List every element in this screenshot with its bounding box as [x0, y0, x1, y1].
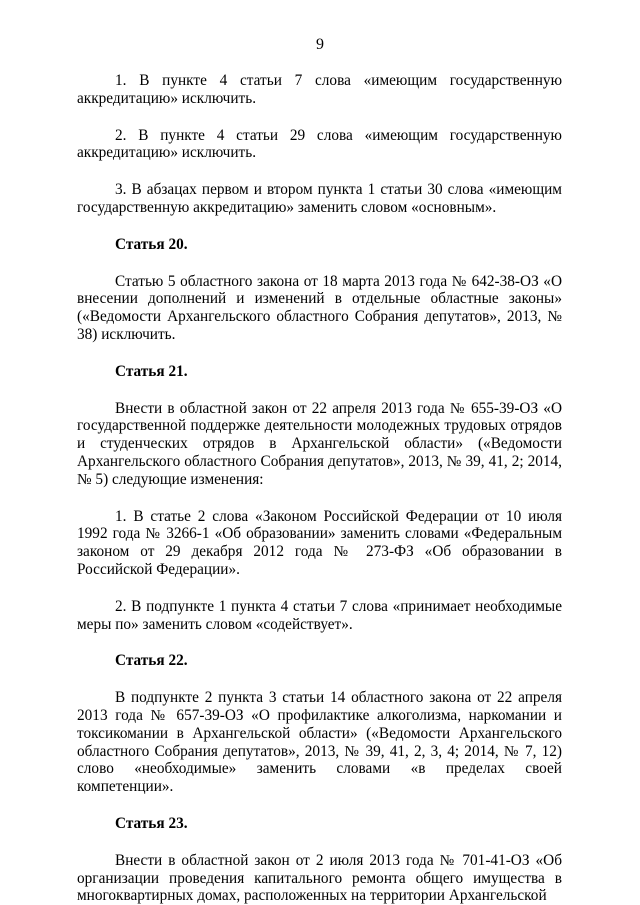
document-body: [77, 72, 562, 905]
paragraph-item-3: 3. В абзацах первом и втором пункта 1 статьи 30 слова «имеющим государственную аккредитацию» заменить словом «основным».: [77, 181, 562, 216]
article-23-heading: Статья 23.: [115, 814, 188, 832]
page-number: 9: [316, 36, 324, 53]
paragraph-item-2: 2. В пункте 4 статьи 29 слова «имеющим государственную аккредитацию» исключить.: [77, 126, 562, 162]
article-21-intro: Внести в областной закон от 22 апреля 2013 года № 655-39-ОЗ «О государственной поддержке деятельности молодежных трудовых отрядов и студенческих отрядов в Архангельской области» («Ведомости Архангельского областного Собрания депутатов», 2013, № 39, 41, 2; 2014, № 5) следующие изменения:: [77, 399, 562, 488]
article-21-item-1: 1. В статье 2 слова «Законом Российской Федерации от 10 июля 1992 года № 3266-1 «Об образовании» заменить словами «Федеральным законом от 29 декабря 2012 года № 273-ФЗ «Об образовании в Российской Федерации».: [77, 507, 562, 578]
article-20-heading: Статья 20.: [115, 235, 188, 253]
paragraph-item-1: 1. В пункте 4 статьи 7 слова «имеющим государственную аккредитацию» исключить.: [77, 72, 562, 107]
article-20-text: Статью 5 областного закона от 18 марта 2013 года № 642-38-ОЗ «О внесении дополнений и изменений в отдельные областные законы» («Ведомости Архангельского областного Собрания депутатов», 2013, № 38) исключить.: [77, 272, 562, 343]
article-22-heading: Статья 22.: [115, 652, 188, 670]
article-21-heading: Статья 21.: [115, 362, 188, 380]
article-23-text: Внести в областной закон от 2 июля 2013 года № 701-41-ОЗ «Об организации проведения капитального ремонта общего имущества в многоквартирных домах, расположенных на территории Архангельской: [77, 851, 562, 905]
article-22-text: В подпункте 2 пункта 3 статьи 14 областного закона от 22 апреля 2013 года № 657-39-ОЗ «О профилактике алкоголизма, наркомании и токсикомании в Архангельской области» («Ведомости Архангельского областного Собрания депутатов», 2013, № 39, 41, 2, 3, 4; 2014, № 7, 12) слово «необходимые» заменить словами «в пределах своей компетенции».: [77, 689, 562, 796]
article-21-item-2: 2. В подпункте 1 пункта 4 статьи 7 слова «принимает необходимые меры по» заменить словом «содействует».: [77, 597, 562, 633]
